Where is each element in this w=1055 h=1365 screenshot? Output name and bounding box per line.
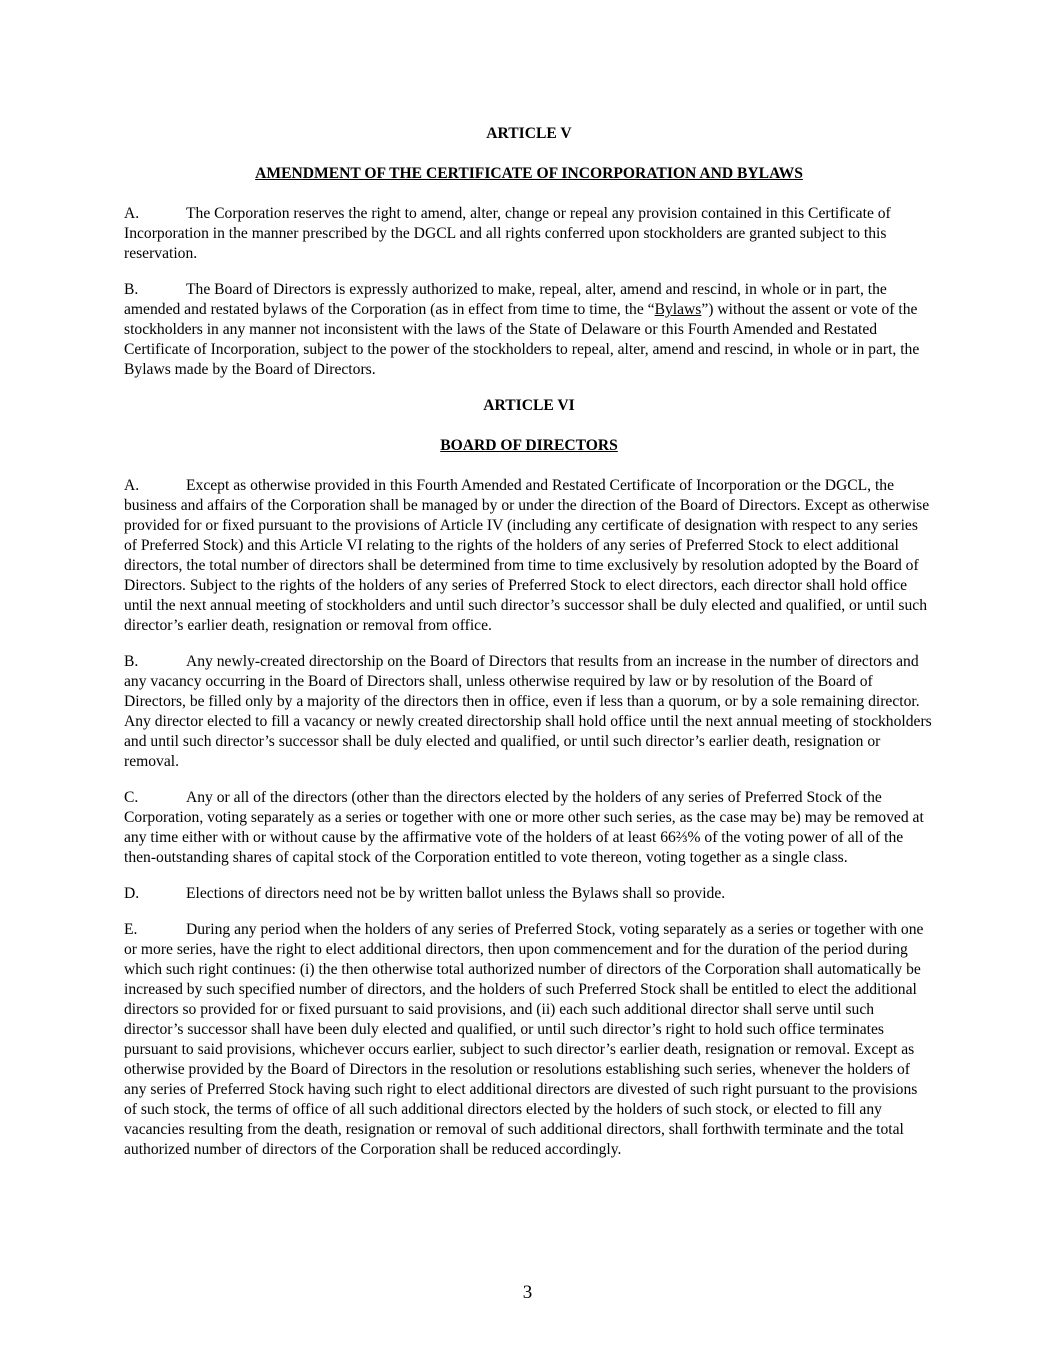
article-vi-title: ARTICLE VI (483, 397, 575, 414)
article-vi-paragraph-d (124, 884, 934, 904)
paragraph-text: Except as otherwise provided in this Fourth Amended and Restated Certificate of Incorporation or the DGCL, the business and affairs of the Corporation shall be managed by or under the direction of the Board of Directors. Except as otherwise provided for or fixed pursuant to the provisions of Article IV (including any certificate of designation with respect to any series of Preferred Stock) and this Article VI relating to the rights of the holders of any series of Preferred Stock to elect additional directors, the total number of directors shall be determined from time to time exclusively by resolution adopted by the Board of Directors. Subject to the rights of the holders of any series of Preferred Stock to elect directors, each director shall hold office until the next annual meeting of stockholders and until such director’s successor shall be duly elected and qualified, or until such director’s earlier death, resignation or removal from office. (124, 477, 930, 634)
article-vi-heading: BOARD OF DIRECTORS (440, 437, 618, 454)
paragraph-label: B. (124, 653, 139, 670)
paragraph-text: ”) without the assent or vote of the stockholders in any manner not inconsistent with the laws of the State of Delaware or this Fourth Amended and Restated Certificate of Incorporation, subject to the power of the stockholders to repeal, alter, amend and rescind, in whole or in part, the Bylaws made by the Board of Directors. (124, 301, 920, 378)
article-vi-paragraph-a (124, 476, 934, 636)
page-number: 3 (522, 1282, 533, 1303)
article-v-heading: AMENDMENT OF THE CERTIFICATE OF INCORPORATION AND BYLAWS (255, 165, 803, 182)
article-v-paragraph-a (124, 204, 934, 264)
paragraph-label: E. (124, 921, 138, 938)
paragraph-label: C. (124, 789, 139, 806)
document-page (124, 124, 934, 1176)
defined-term-bylaws: Bylaws (654, 301, 702, 318)
paragraph-label: D. (124, 885, 140, 902)
article-vi-paragraph-c (124, 788, 934, 868)
paragraph-label: A. (124, 477, 140, 494)
paragraph-text: During any period when the holders of any series of Preferred Stock, voting separately as a series or together with one or more series, have the right to elect additional directors, then upon commencement and for the duration of the period during which such right continues: (i) the then otherwise total authorized number of directors of the Corporation shall automatically be increased by such specified number of directors, and the holders of such Preferred Stock shall be entitled to elect the additional directors so provided for or fixed pursuant to said provisions, and (ii) each such additional director shall serve until such director’s successor shall have been duly elected and qualified, or until such director’s right to hold such office terminates pursuant to said provisions, whichever occurs earlier, subject to such director’s earlier death, resignation or removal. Except as otherwise provided by the Board of Directors in the resolution or resolutions establishing such series, whenever the holders of any series of Preferred Stock having such right to elect additional directors are divested of such right pursuant to the provisions of such stock, the terms of office of all such additional directors elected by the holders of such stock, or elected to fill any vacancies resulting from the death, resignation or removal of such additional directors, shall forthwith terminate and the total authorized number of directors of the Corporation shall be reduced accordingly. (124, 921, 924, 1158)
article-vi-paragraph-e (124, 920, 934, 1160)
paragraph-label: A. (124, 205, 140, 222)
paragraph-text: Elections of directors need not be by written ballot unless the Bylaws shall so provide. (186, 885, 726, 902)
paragraph-text: The Corporation reserves the right to amend, alter, change or repeal any provision contained in this Certificate of Incorporation in the manner prescribed by the DGCL and all rights conferred upon stockholders are granted subject to this reservation. (124, 205, 891, 262)
paragraph-text: Any or all of the directors (other than the directors elected by the holders of any series of Preferred Stock of the Corporation, voting separately as a series or together with one or more other such series, as the case may be) may be removed at any time either with or without cause by the affirmative vote of the holders of at least 66⅔% of the voting power of all of the then-outstanding shares of capital stock of the Corporation entitled to vote thereon, voting together as a single class. (124, 789, 924, 866)
paragraph-label: B. (124, 281, 139, 298)
article-v-paragraph-b (124, 280, 934, 380)
paragraph-text: The Board of Directors is expressly authorized to make, repeal, alter, amend and rescind, in whole or in part, the amended and restated bylaws of the Corporation (as in effect from time to time, the “ (124, 281, 887, 318)
article-v-title: ARTICLE V (486, 125, 572, 142)
paragraph-text: Any newly-created directorship on the Board of Directors that results from an increase in the number of directors and any vacancy occurring in the Board of Directors shall, unless otherwise required by law or by resolution of the Board of Directors, be filled only by a majority of the directors then in office, even if less than a quorum, or by a sole remaining director. Any director elected to fill a vacancy or newly created directorship shall hold office until the next annual meeting of stockholders and until such director’s successor shall be duly elected and qualified, or until such director’s earlier death, resignation or removal. (124, 653, 932, 770)
article-vi-paragraph-b (124, 652, 934, 772)
